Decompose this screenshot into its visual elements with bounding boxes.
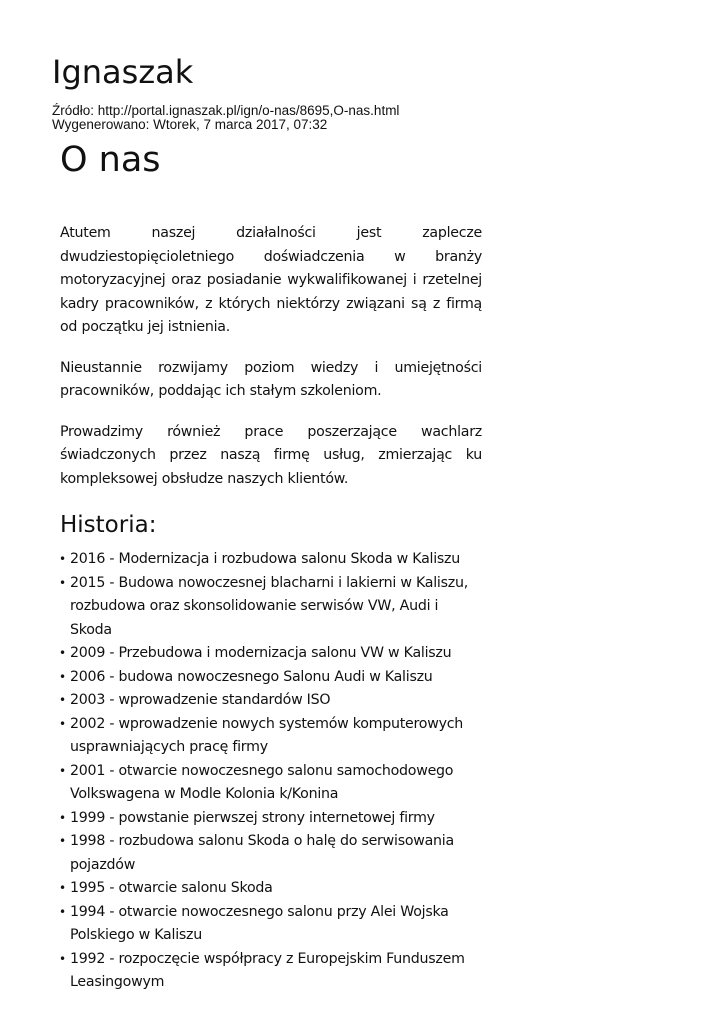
source-url: Źródło: http://portal.ignaszak.pl/ign/o-nas/8695,O-nas.html (52, 103, 400, 118)
bullet-icon: • (59, 881, 66, 895)
history-item (60, 548, 480, 572)
history-item (60, 877, 480, 901)
history-item (60, 807, 480, 831)
history-item-text: 1999 - powstanie pierwszej strony internetowej firmy (70, 809, 435, 826)
bullet-icon: • (59, 834, 66, 848)
history-item-text: 2015 - Budowa nowoczesnej blacharni i lakierni w Kaliszu, rozbudowa oraz skonsolidowanie serwisów VW, Audi i Skoda (70, 574, 468, 638)
history-item-text: 2016 - Modernizacja i rozbudowa salonu Skoda w Kaliszu (70, 551, 460, 567)
bullet-icon: • (59, 716, 66, 731)
history-item-text: 2006 - budowa nowoczesnego Salonu Audi w Kaliszu (70, 668, 433, 685)
history-item-text: 1992 - rozpoczęcie współpracy z Europejskim Funduszem Leasingowym (70, 950, 465, 990)
bullet-icon: • (59, 904, 66, 919)
history-item (60, 760, 480, 807)
bullet-icon: • (59, 810, 66, 825)
history-item (60, 948, 480, 995)
history-item (60, 830, 480, 877)
history-item-text: 2009 - Przebudowa i modernizacja salonu VW w Kaliszu (70, 645, 452, 661)
history-item-text: 2002 - wprowadzenie nowych systemów komputerowych usprawniających pracę firmy (70, 715, 464, 755)
bullet-icon: • (59, 646, 66, 660)
history-item (60, 901, 480, 948)
print-metadata (52, 104, 399, 132)
paragraph: Atutem naszej działalności jest zaplecze dwudziestopięcioletniego doświadczenia w branży motoryzacyjnej oraz posiadanie wykwalifikowanej i rzetelnej kadry pracowników, z których niektórzy związani są z firmą od początku jej istnienia. (60, 225, 482, 335)
bullet-icon: • (59, 951, 66, 966)
bullet-icon: • (59, 763, 66, 778)
bullet-icon: • (59, 575, 66, 590)
history-item (60, 642, 480, 666)
history-item-text: 1994 - otwarcie nowoczesnego salonu przy Alei Wojska Polskiego w Kaliszu (70, 903, 449, 943)
history-item-text: 2001 - otwarcie nowoczesnego salonu samochodowego Volkswagena w Modle Kolonia k/Konina (70, 762, 454, 802)
history-item-text: 1998 - rozbudowa salonu Skoda o halę do serwisowania pojazdów (70, 833, 454, 873)
history-heading: Historia: (60, 512, 157, 538)
page-title: O nas (60, 140, 161, 180)
history-item (60, 572, 480, 643)
history-list (60, 548, 480, 995)
paragraph: Prowadzimy również prace poszerzające wachlarz świadczonych przez naszą firmę usług, zmierzając ku kompleksowej obsłudze naszych klientów. (60, 423, 482, 487)
generated-date: Wygenerowano: Wtorek, 7 marca 2017, 07:32 (52, 117, 328, 132)
history-item-text: 2003 - wprowadzenie standardów ISO (70, 692, 331, 708)
history-item-text: 1995 - otwarcie salonu Skoda (70, 880, 273, 896)
bullet-icon: • (59, 552, 66, 566)
site-title: Ignaszak (52, 53, 194, 91)
bullet-icon: • (59, 693, 66, 707)
article-body (60, 222, 482, 995)
bullet-icon: • (59, 669, 66, 684)
history-item (60, 689, 480, 713)
history-item (60, 666, 480, 690)
history-item (60, 713, 480, 760)
paragraph: Nieustannie rozwijamy poziom wiedzy i umiejętności pracowników, poddając ich stałym szkoleniom. (60, 359, 482, 399)
